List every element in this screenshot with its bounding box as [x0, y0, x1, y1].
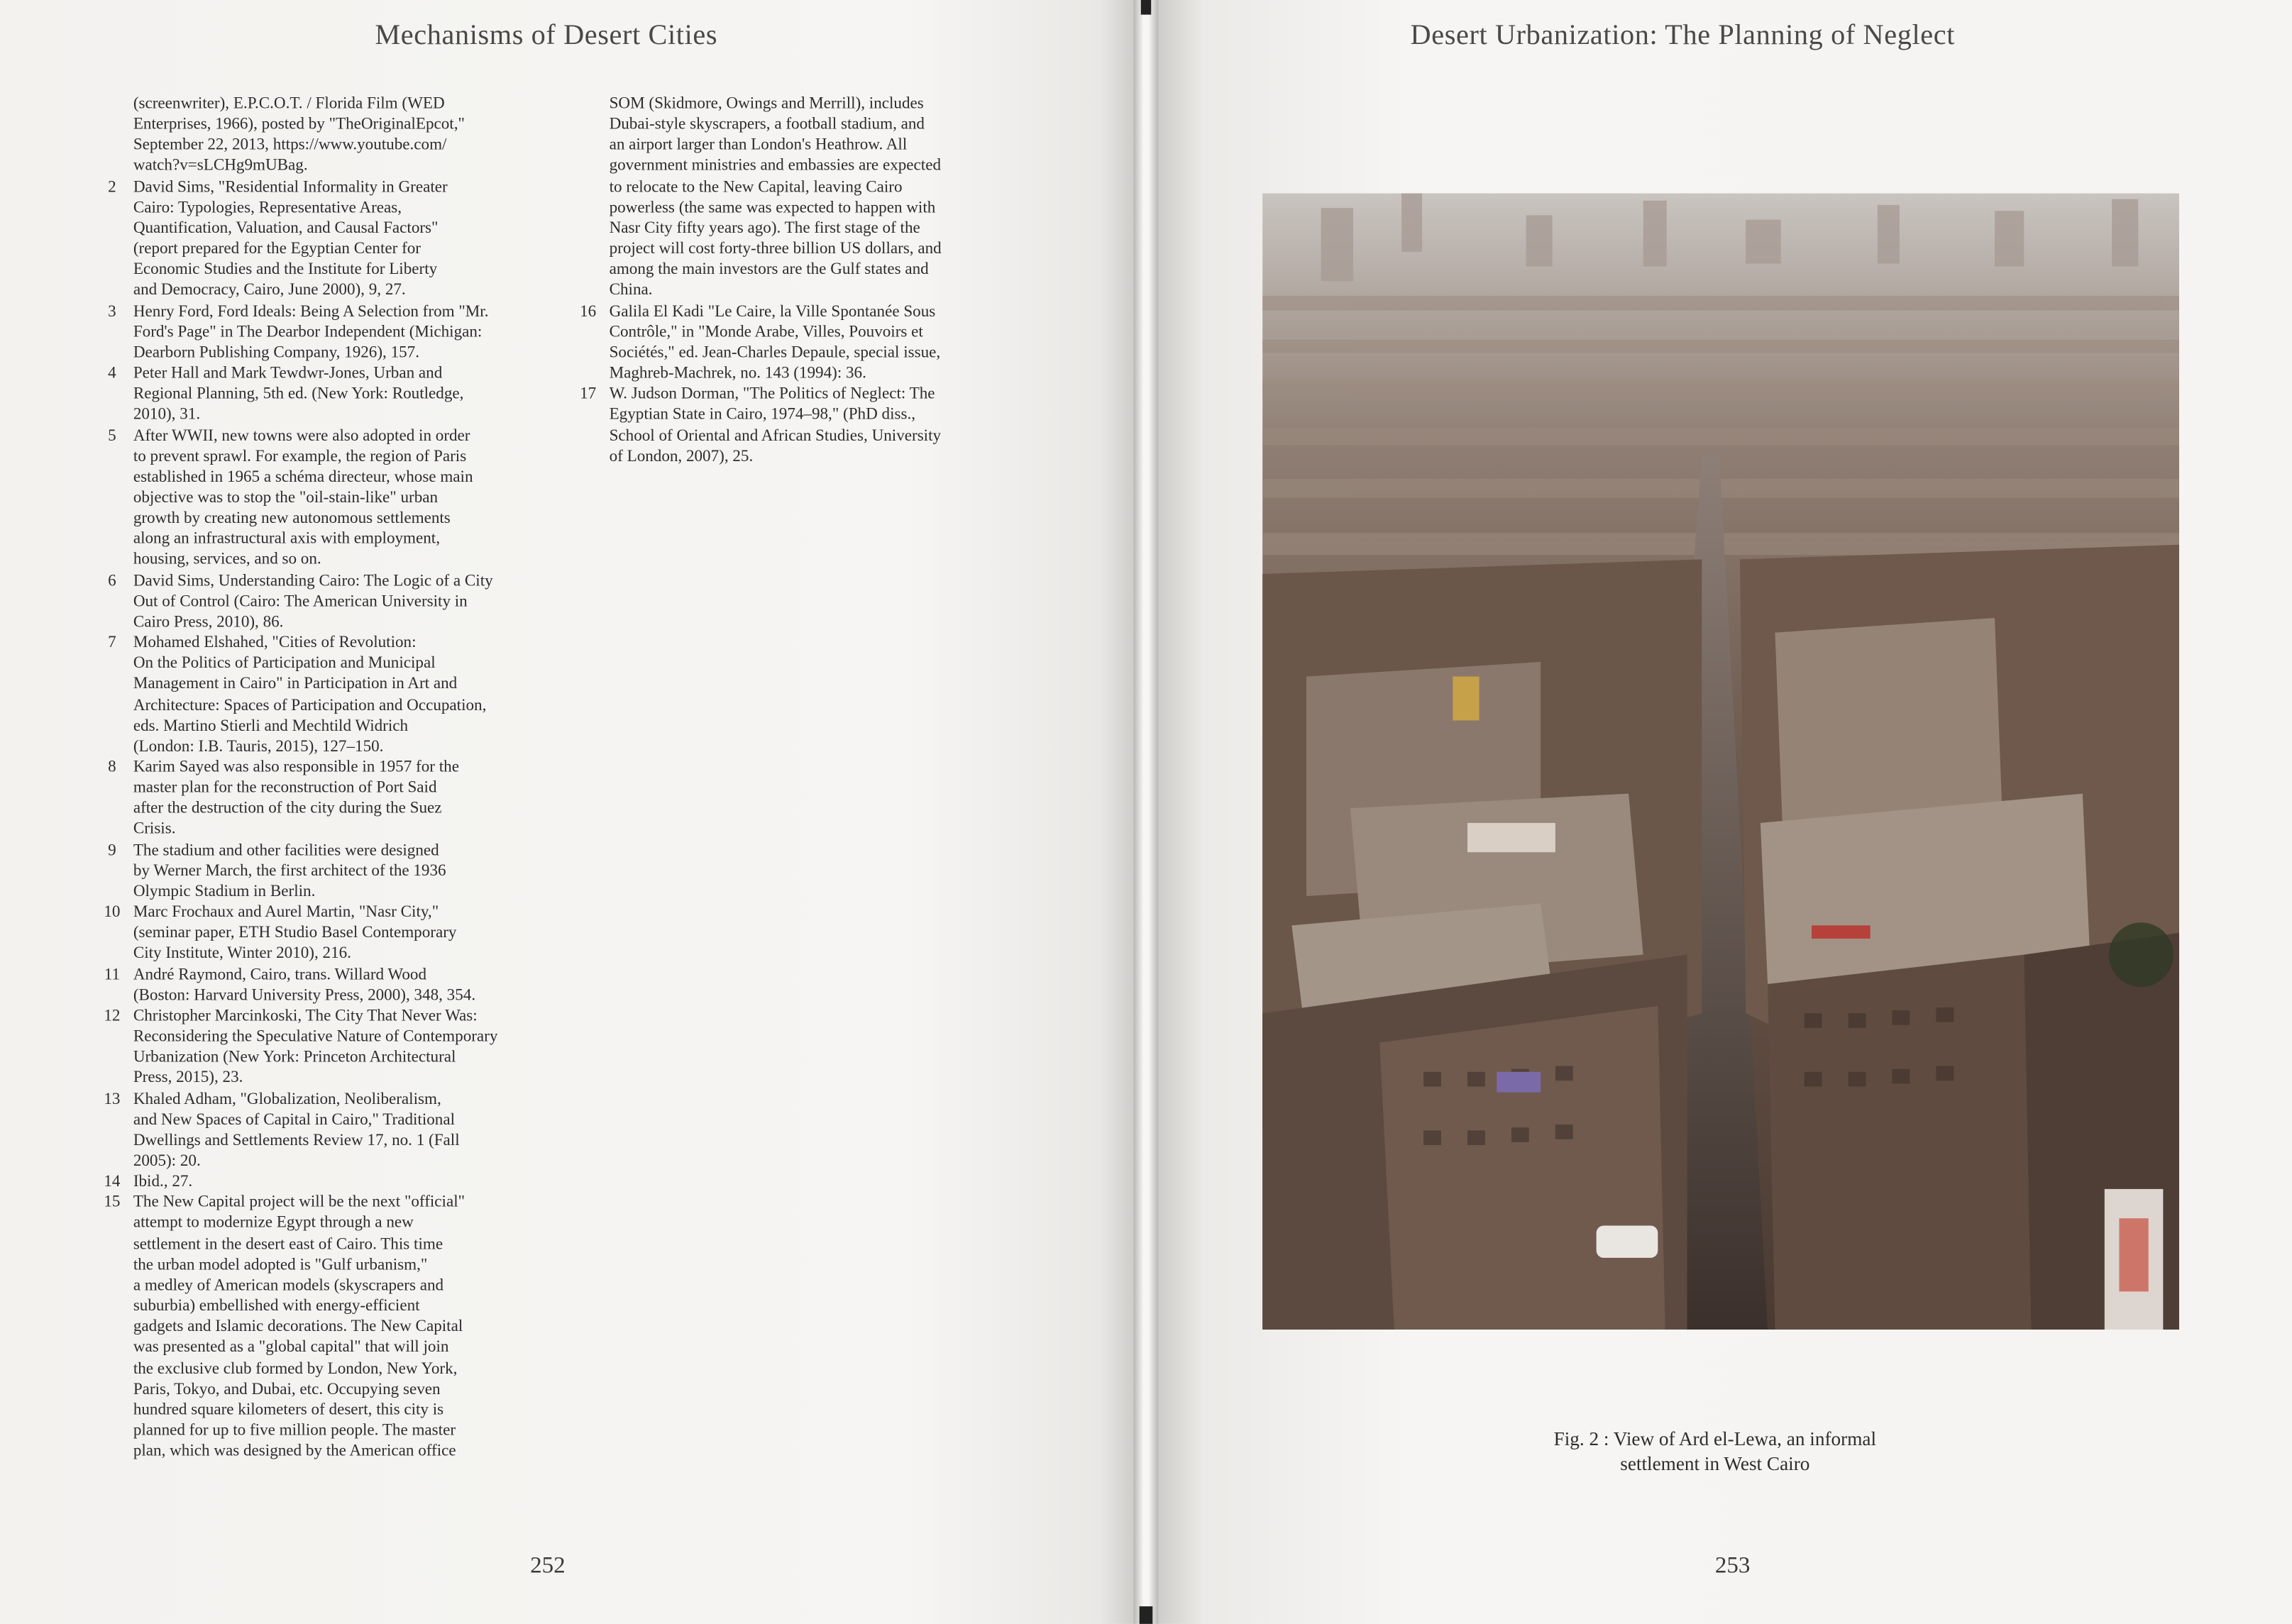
endnote-line: David Sims, "Residential Informality in Greater [133, 178, 448, 196]
endnote-line: hundred square kilometers of desert, this city is [133, 1401, 444, 1419]
endnote-text [133, 964, 560, 1005]
left-page [0, 0, 1133, 1624]
endnote-number: 6 [108, 572, 116, 590]
endnote [91, 840, 559, 902]
endnote-line: suburbia) embellished with energy-efficient [133, 1297, 420, 1315]
endnote-line: project will cost forty-three billion US dollars, and [609, 240, 942, 258]
endnote [567, 94, 1035, 301]
endnote-line: After WWII, new towns were also adopted in order [133, 426, 470, 445]
endnote-line: (London: I.B. Tauris, 2015), 127–150. [133, 737, 384, 756]
endnote-text [133, 902, 560, 965]
endnote [91, 94, 559, 177]
book-gutter [1133, 0, 1158, 1624]
endnote [567, 301, 1035, 384]
endnote-line: Maghreb-Machrek, no. 143 (1994): 36. [609, 364, 866, 382]
endnote [91, 902, 559, 965]
endnote-text [133, 1006, 560, 1089]
endnote-line: housing, services, and so on. [133, 551, 321, 569]
endnotes-column-2 [567, 94, 1035, 467]
endnote-line: Ibid., 27. [133, 1173, 193, 1191]
endnote [91, 363, 559, 426]
endnotes-column-1 [91, 94, 559, 1462]
endnote-line: settlement in the desert east of Cairo. This time [133, 1235, 443, 1253]
endnote-text [133, 570, 560, 633]
endnote-line: and Democracy, Cairo, June 2000), 9, 27. [133, 282, 406, 299]
page-number: 253 [1714, 1553, 1751, 1579]
endnote-line: established in 1965 a schéma directeur, whose main [133, 468, 473, 486]
endnote-line: Galila El Kadi "Le Caire, la Ville Spontanée Sous [609, 302, 936, 321]
endnote-number: 2 [108, 178, 116, 196]
endnote-line: David Sims, Understanding Cairo: The Logic of a City [133, 572, 493, 590]
endnote-line: Architecture: Spaces of Participation and Occupation, [133, 696, 487, 714]
endnote-line: Olympic Stadium in Berlin. [133, 883, 316, 901]
endnote-line: to prevent sprawl. For example, the region of Paris [133, 447, 467, 465]
endnote-text [133, 1171, 560, 1192]
endnote-number: 16 [580, 302, 597, 321]
endnote-line: Nasr City fifty years ago). The first stage of the [609, 219, 920, 238]
endnote-line: Reconsidering the Speculative Nature of Contemporary [133, 1027, 498, 1046]
endnote-text [133, 94, 560, 177]
endnote-line: (report prepared for the Egyptian Center for [133, 240, 422, 258]
endnote-text [133, 1089, 560, 1172]
endnote-number: 8 [108, 758, 116, 776]
endnote-line: Enterprises, 1966), posted by "TheOriginalEpcot," [133, 116, 465, 134]
endnote-line: Urbanization (New York: Princeton Architectural [133, 1049, 456, 1066]
endnote-line: powerless (the same was expected to happen with [609, 199, 936, 217]
endnote-number: 13 [104, 1090, 121, 1108]
endnote-number: 5 [108, 426, 116, 445]
endnote-line: Contrôle," in "Monde Arabe, Villes, Pouvoirs et [609, 323, 923, 341]
endnote-line: (seminar paper, ETH Studio Basel Contemporary [133, 924, 457, 942]
endnote-line: Cairo Press, 2010), 86. [133, 613, 284, 631]
endnote-number: 9 [108, 841, 116, 859]
endnote-line: 2010), 31. [133, 406, 201, 424]
endnote-line: Management in Cairo" in Participation in Art and [133, 675, 458, 693]
endnote-text [133, 840, 560, 902]
endnote-line: gadgets and Islamic decorations. The New Capital [133, 1318, 463, 1336]
endnote [567, 384, 1035, 467]
endnote [91, 964, 559, 1005]
endnote-number: 10 [104, 903, 121, 922]
endnote-line: Khaled Adham, "Globalization, Neoliberalism, [133, 1090, 441, 1108]
endnote-line: by Werner March, the first architect of the 1936 [133, 862, 446, 880]
cairo-aerial-photo [1262, 193, 2179, 1330]
endnote-line: China. [609, 282, 653, 299]
endnote-line: Egyptian State in Cairo, 1974–98," (PhD diss., [609, 406, 916, 424]
endnote-line: an airport larger than London's Heathrow. All [609, 136, 908, 155]
endnote-text [133, 426, 560, 571]
endnote-text [133, 363, 560, 426]
endnote-text [610, 94, 1036, 301]
endnote-text [133, 177, 560, 301]
endnote [91, 570, 559, 633]
endnote-line: Sociétés," ed. Jean-Charles Depaule, special issue, [609, 343, 941, 362]
endnote-number: 14 [104, 1173, 121, 1191]
endnote-text [133, 633, 560, 757]
endnote-text [133, 1193, 560, 1462]
endnote-text [133, 757, 560, 840]
endnote-line: City Institute, Winter 2010), 216. [133, 945, 351, 963]
endnote-line: Dearborn Publishing Company, 1926), 157. [133, 343, 420, 362]
endnote-line: master plan for the reconstruction of Port Said [133, 779, 437, 797]
endnote-text [610, 301, 1036, 384]
endnote-line: among the main investors are the Gulf states and [609, 260, 929, 279]
endnote [91, 301, 559, 363]
endnote [91, 757, 559, 840]
figure-caption: Fig. 2 : View of Ard el-Lewa, an informal settlement in West Cairo [1553, 1427, 1877, 1474]
endnote-text [610, 384, 1036, 467]
endnote-line: André Raymond, Cairo, trans. Willard Wood [133, 966, 427, 984]
endnote-line: after the destruction of the city during the Suez [133, 800, 442, 818]
endnote-line: government ministries and embassies are expected [609, 157, 942, 175]
endnote-line: School of Oriental and African Studies, University [609, 426, 942, 445]
endnote-line: Mohamed Elshahed, "Cities of Revolution: [133, 634, 417, 652]
endnote-line: attempt to modernize Egypt through a new [133, 1214, 414, 1232]
endnote-line: a medley of American models (skyscrapers and [133, 1276, 444, 1295]
endnote-line: the urban model adopted is "Gulf urbanism," [133, 1256, 428, 1274]
endnote-line: Economic Studies and the Institute for Liberty [133, 260, 438, 279]
endnote-line: Karim Sayed was also responsible in 1957 for the [133, 758, 459, 776]
endnote-line: planned for up to five million people. The master [133, 1422, 456, 1440]
endnote-line: Out of Control (Cairo: The American University in [133, 592, 468, 611]
endnote-number: 15 [104, 1193, 121, 1212]
endnote-line: Marc Frochaux and Aurel Martin, "Nasr City," [133, 903, 439, 922]
endnote-line: The stadium and other facilities were designed [133, 841, 439, 859]
endnote-line: On the Politics of Participation and Municipal [133, 655, 436, 673]
endnote-number: 7 [108, 634, 116, 652]
endnote [91, 1006, 559, 1089]
page-number: 252 [530, 1553, 566, 1579]
endnote-line: was presented as a "global capital" that will join [133, 1339, 449, 1357]
endnote-line: Christopher Marcinkoski, The City That Never Was: [133, 1007, 478, 1025]
endnote-number: 12 [104, 1007, 121, 1025]
endnote-line: Regional Planning, 5th ed. (New York: Routledge, [133, 385, 464, 403]
endnote-line: Dwellings and Settlements Review 17, no. 1 (Fall [133, 1132, 460, 1149]
endnote-line: Dubai-style skyscrapers, a football stadium, and [609, 116, 925, 134]
running-head: Mechanisms of Desert Cities [375, 20, 718, 52]
endnote-line: SOM (Skidmore, Owings and Merrill), includes [609, 95, 924, 113]
endnote-line: September 22, 2013, https://www.youtube.com/ [133, 136, 447, 155]
endnote-line: 2005): 20. [133, 1152, 201, 1170]
endnote [91, 1171, 559, 1192]
endnote-line: objective was to stop the "oil-stain-like" urban [133, 489, 439, 507]
endnote-number: 11 [104, 966, 121, 984]
endnote [91, 1089, 559, 1172]
endnote-number [567, 94, 610, 301]
endnote-line: W. Judson Dorman, "The Politics of Neglect: The [609, 385, 935, 403]
endnote-number: 17 [580, 385, 597, 403]
endnote [91, 1193, 559, 1462]
endnote-line: watch?v=sLCHg9mUBag. [133, 157, 308, 175]
endnote-line: plan, which was designed by the American office [133, 1442, 456, 1461]
endnote-line: growth by creating new autonomous settlements [133, 509, 451, 528]
endnote [91, 426, 559, 571]
endnote-line: Ford's Page" in The Dearbor Independent (Michigan: [133, 323, 483, 341]
endnote-line: (Boston: Harvard University Press, 2000), 348, 354. [133, 986, 476, 1005]
endnote-number: 4 [108, 364, 116, 382]
endnote-line: Paris, Tokyo, and Dubai, etc. Occupying seven [133, 1380, 441, 1398]
endnote-line: (screenwriter), E.P.C.O.T. / Florida Film (WED [133, 95, 445, 113]
endnote-line: Peter Hall and Mark Tewdwr-Jones, Urban and [133, 364, 443, 382]
endnote-line: Quantification, Valuation, and Causal Factors" [133, 219, 439, 238]
endnote-line: the exclusive club formed by London, New York, [133, 1359, 458, 1378]
endnote-line: The New Capital project will be the next "official" [133, 1193, 465, 1212]
endnote-line: to relocate to the New Capital, leaving Cairo [609, 178, 903, 196]
endnote-line: along an infrastructural axis with employment, [133, 530, 441, 548]
endnote-line: Crisis. [133, 820, 176, 839]
endnote-line: and New Spaces of Capital in Cairo," Traditional [133, 1110, 456, 1129]
endnote-number [91, 94, 133, 177]
endnote-text [133, 301, 560, 363]
endnote [91, 177, 559, 301]
endnote-line: Press, 2015), 23. [133, 1069, 243, 1088]
endnote-line: Henry Ford, Ford Ideals: Being A Selection from "Mr. [133, 302, 489, 321]
endnote-line: eds. Martino Stierli and Mechtild Widrich [133, 717, 409, 735]
endnote-number: 3 [108, 302, 116, 321]
right-page [1159, 0, 2292, 1624]
endnote [91, 633, 559, 757]
endnote-line: Cairo: Typologies, Representative Areas, [133, 199, 402, 217]
running-head: Desert Urbanization: The Planning of Neglect [1410, 20, 1956, 52]
endnote-line: of London, 2007), 25. [609, 447, 754, 465]
